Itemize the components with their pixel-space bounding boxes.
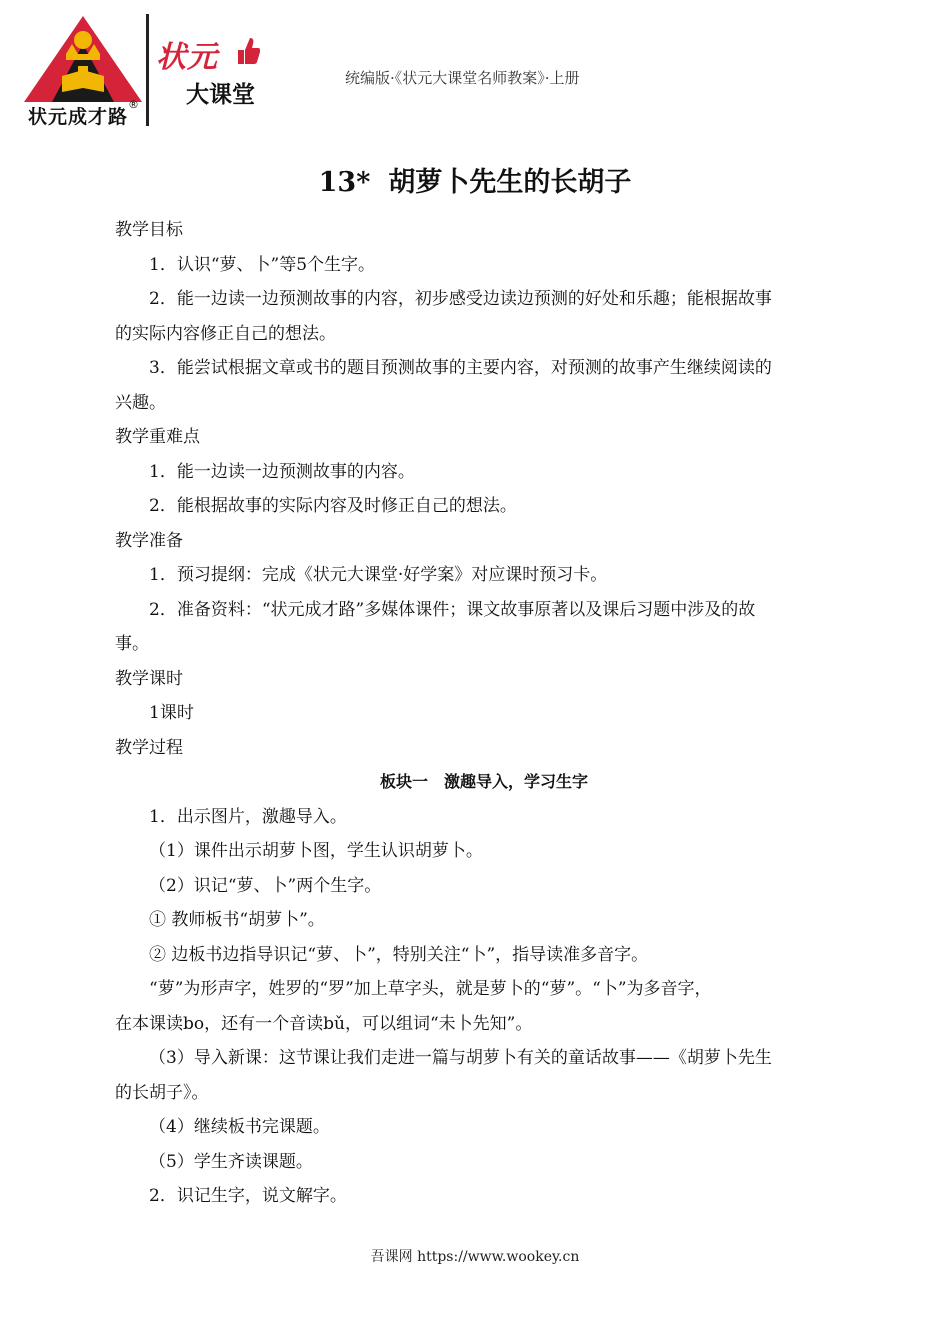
- header-text: 统编版·《状元大课堂名师教案》·上册: [345, 69, 580, 87]
- crown-triangle-icon: [22, 14, 144, 104]
- goal-item: 3．能尝试根据文章或书的题目预测故事的主要内容，对预测的故事产生继续阅读的: [149, 358, 772, 378]
- preparation-item: 1．预习提纲：完成《状元大课堂·好学案》对应课时预习卡。: [149, 565, 608, 585]
- process-substep: （5）学生齐读课题。: [149, 1151, 313, 1172]
- lesson-title: 胡萝卜先生的长胡子: [388, 167, 632, 198]
- key-point-item: 2．能根据故事的实际内容及时修正自己的想法。: [149, 496, 517, 516]
- footer-text: 吾课网 https://www.wookey.cn: [370, 1249, 580, 1265]
- process-substep: （4）继续板书完课题。: [149, 1117, 330, 1137]
- brand-logo-left: [22, 14, 144, 130]
- logo-right-bottom-text: 大课堂: [186, 82, 255, 108]
- brand-logo-right: [156, 30, 266, 114]
- key-point-item: 1．能一边读一边预测故事的内容。: [149, 461, 415, 482]
- page-title: [0, 160, 950, 199]
- process-substep: （2）识记“萝、卜”两个生字。: [149, 875, 382, 896]
- goals-heading: 教学目标: [115, 220, 183, 240]
- process-step: 2．识记生字，说文解字。: [149, 1186, 347, 1206]
- goal-item-cont: 兴趣。: [115, 392, 166, 413]
- preparation-item-cont: 事。: [115, 634, 149, 654]
- process-bullet: ② 边板书边指导识记“萝、卜”，特别关注“卜”，指导读准多音字。: [149, 944, 649, 965]
- lesson-content: [115, 213, 853, 1214]
- process-heading: 教学过程: [115, 737, 183, 758]
- logo-left-text: 状元成才路: [28, 106, 129, 128]
- registered-mark: ®: [128, 98, 139, 111]
- hours-heading: 教学课时: [115, 668, 183, 689]
- thumbs-up-icon: [234, 36, 260, 66]
- process-step: 1．出示图片，激趣导入。: [149, 806, 347, 827]
- preparation-heading: 教学准备: [115, 530, 183, 551]
- goal-item-cont: 的实际内容修正自己的想法。: [115, 323, 336, 344]
- logo-divider: [146, 14, 149, 126]
- section-title: 板块一 激趣导入，学习生字: [379, 772, 588, 791]
- key-points-heading: 教学重难点: [115, 427, 200, 447]
- explanation-cont: 在本课读bo，还有一个音读bǔ，可以组词“未卜先知”。: [115, 1013, 533, 1034]
- explanation: “萝”为形声字，姓罗的“罗”加上草字头，就是萝卜的“萝”。“卜”为多音字，: [149, 979, 712, 999]
- process-substep-cont: 的长胡子》。: [115, 1082, 209, 1103]
- hours-value: 1课时: [149, 703, 194, 723]
- preparation-item: 2．准备资料：“状元成才路”多媒体课件；课文故事原著以及课后习题中涉及的故: [149, 599, 756, 620]
- goal-item: 2．能一边读一边预测故事的内容，初步感受边读边预测的好处和乐趣；能根据故事: [149, 289, 772, 309]
- lesson-number: 13*: [318, 167, 371, 198]
- process-bullet: ① 教师板书“胡萝卜”。: [149, 910, 325, 930]
- process-substep: （3）导入新课：这节课让我们走进一篇与胡萝卜有关的童话故事——《胡萝卜先生: [149, 1048, 772, 1068]
- process-substep: （1）课件出示胡萝卜图，学生认识胡萝卜。: [149, 841, 483, 861]
- goal-item: 1．认识“萝、卜”等5个生字。: [149, 254, 376, 275]
- logo-right-top-text: 状元: [156, 40, 218, 75]
